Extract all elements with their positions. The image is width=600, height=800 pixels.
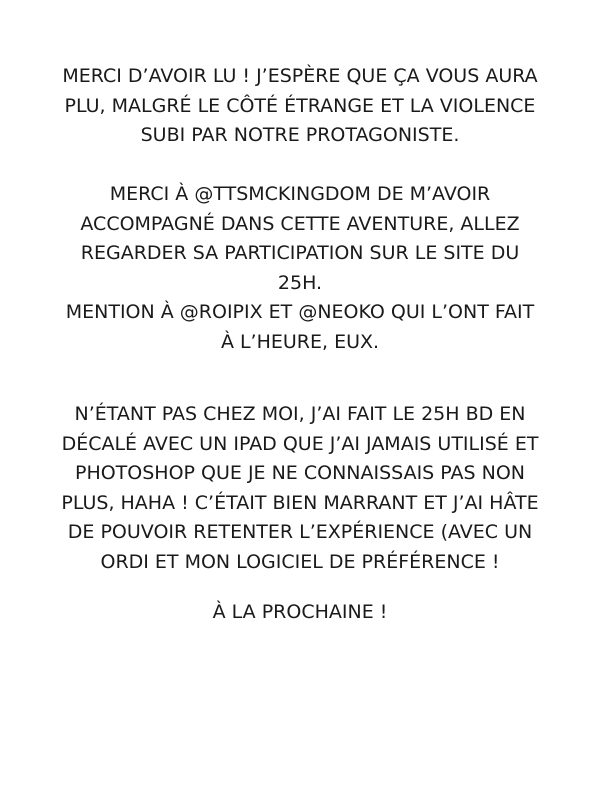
text-line: MENTION À @ROIPIX ET @NEOKO QUI L’ONT FAIT [65,301,535,323]
text-line: PLU, MALGRÉ LE CÔTÉ ÉTRANGE ET LA VIOLENCE [64,94,536,117]
text-line: MERCI D’AVOIR LU ! J’ESPÈRE QUE ÇA VOUS AURA [62,65,538,87]
thanks-paragraph [50,62,550,151]
text-line: À LA PROCHAINE ! [212,601,388,623]
text-line: ACCOMPAGNÉ DANS CETTE AVENTURE, ALLEZ [80,212,520,235]
text-line: ORDI ET MON LOGICIEL DE PRÉFÉRENCE ! [100,550,500,573]
text-line: DE POUVOIR RETENTER L’EXPÉRIENCE (AVEC UN [67,521,533,543]
process-paragraph [50,400,550,577]
closing-paragraph [50,598,550,628]
text-line: MERCI À @TTSMCKINGDOM DE M’AVOIR [109,183,491,205]
text-line: SUBI PAR NOTRE PROTAGONISTE. [140,124,460,146]
text-line: 25H. [277,271,323,294]
mention-paragraph [50,180,550,357]
text-line: REGARDER SA PARTICIPATION SUR LE SITE DU [80,242,520,264]
text-line: PHOTOSHOP QUE JE NE CONNAISSAIS PAS NON [74,462,526,484]
text-line: N’ÉTANT PAS CHEZ MOI, J’AI FAIT LE 25H BD EN [74,403,526,425]
text-line: PLUS, HAHA ! C’ÉTAIT BIEN MARRANT ET J’AI HÂTE [61,491,539,514]
text-line: À L’HEURE, EUX. [220,330,380,353]
text-line: DÉCALÉ AVEC UN IPAD QUE J’AI JAMAIS UTILISÉ ET [61,432,539,455]
